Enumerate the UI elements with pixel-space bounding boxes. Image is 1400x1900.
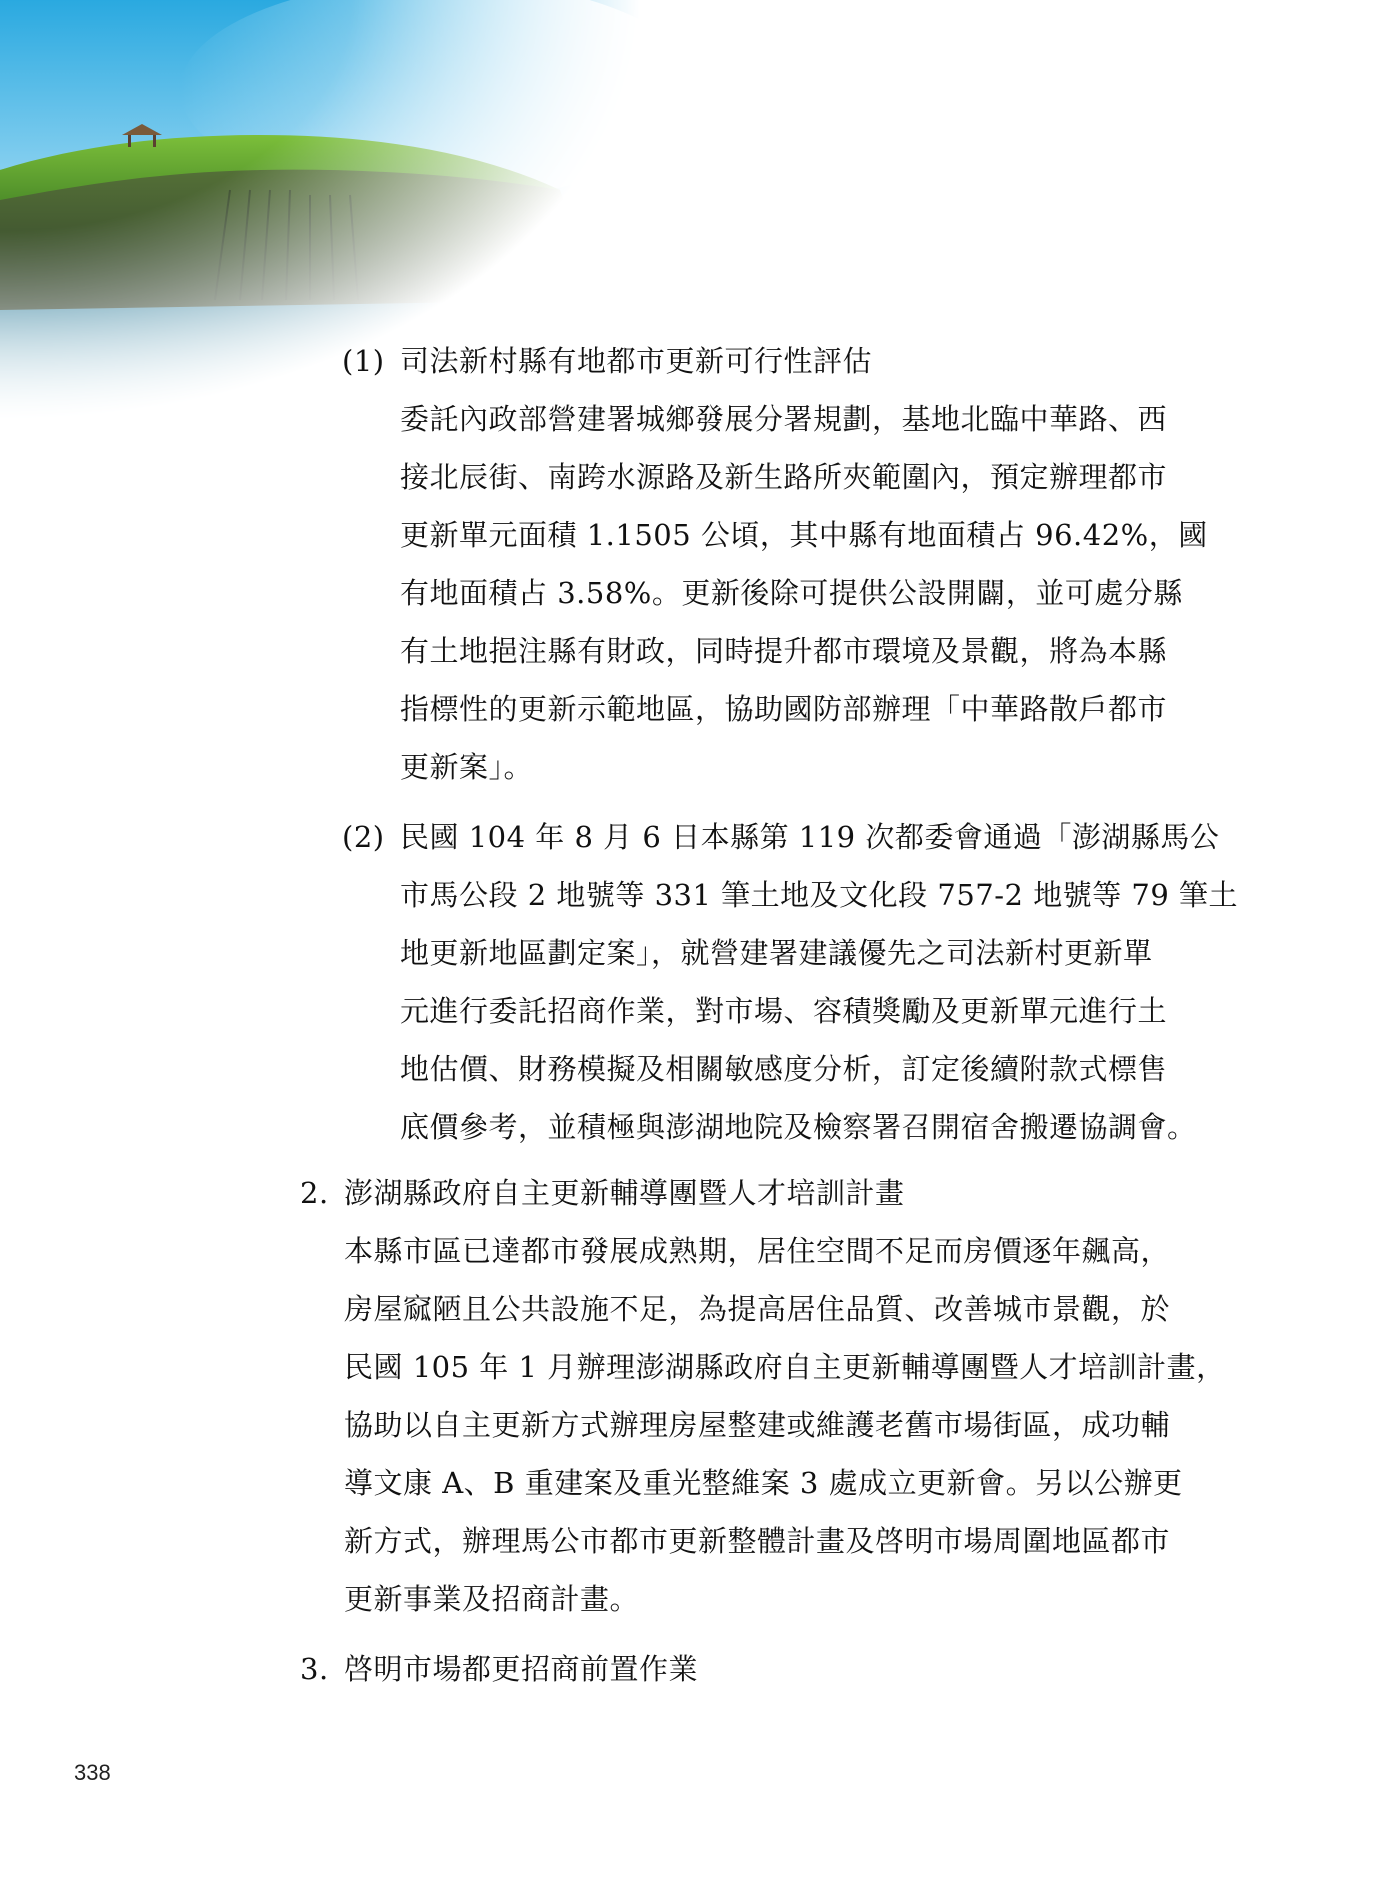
section-2-line: 房屋窳陋且公共設施不足，為提高居住品質、改善城市景觀，於 xyxy=(344,1292,1171,1326)
item-1-line: 接北辰街、南跨水源路及新生路所夾範圍內，預定辦理都市 xyxy=(400,460,1168,494)
section-2-line: 協助以自主更新方式辦理房屋整建或維護老舊市場街區，成功輔 xyxy=(344,1408,1171,1442)
item-2 xyxy=(342,808,1238,1156)
item-1-marker: (1) xyxy=(342,344,385,378)
item-2-heading xyxy=(342,808,1238,866)
item-2-line: 市馬公段 2 地號等 331 筆土地及文化段 757-2 地號等 79 筆土 xyxy=(400,878,1239,912)
item-1-line: 委託內政部營建署城鄉發展分署規劃，基地北臨中華路、西 xyxy=(400,402,1168,436)
section-2 xyxy=(300,1164,1226,1628)
item-1-line: 更新案」。 xyxy=(400,750,534,784)
item-2-marker: (2) xyxy=(342,820,385,854)
page-number: 338 xyxy=(74,1760,111,1785)
item-1-title: 司法新村縣有地都市更新可行性評估 xyxy=(400,344,873,378)
item-1-body xyxy=(342,390,1208,796)
item-2-line: 地估價、財務模擬及相關敏感度分析，訂定後續附款式標售 xyxy=(400,1052,1168,1086)
section-2-heading xyxy=(300,1164,1226,1222)
item-2-body xyxy=(342,866,1238,1156)
item-2-line: 地更新地區劃定案」，就營建署建議優先之司法新村更新單 xyxy=(400,936,1153,970)
item-1-line: 有土地挹注縣有財政，同時提升都市環境及景觀，將為本縣 xyxy=(400,634,1168,668)
section-2-line: 導文康 A、B 重建案及重光整維案 3 處成立更新會。另以公辦更 xyxy=(344,1466,1183,1500)
section-2-title: 澎湖縣政府自主更新輔導團暨人才培訓計畫 xyxy=(344,1176,905,1210)
section-3-title: 啓明市場都更招商前置作業 xyxy=(344,1652,699,1686)
item-2-line: 底價參考，並積極與澎湖地院及檢察署召開宿舍搬遷協調會。 xyxy=(400,1110,1197,1144)
section-3-heading xyxy=(300,1640,698,1698)
item-2-line: 元進行委託招商作業，對市場、容積獎勵及更新單元進行土 xyxy=(400,994,1168,1028)
section-2-line: 本縣市區已達都市發展成熟期，居住空間不足而房價逐年飆高， xyxy=(344,1234,1171,1268)
section-2-line: 新方式，辦理馬公市都市更新整體計畫及啓明市場周圍地區都市 xyxy=(344,1524,1171,1558)
item-1-line: 有地面積占 3.58%。更新後除可提供公設開闢，並可處分縣 xyxy=(400,576,1183,610)
section-3 xyxy=(300,1640,698,1698)
item-1-line: 指標性的更新示範地區，協助國防部辦理「中華路散戶都市 xyxy=(400,692,1168,726)
item-2-title: 民國 104 年 8 月 6 日本縣第 119 次都委會通過「澎湖縣馬公 xyxy=(400,820,1220,854)
section-3-marker: 3. xyxy=(300,1652,329,1686)
section-2-marker: 2. xyxy=(300,1176,329,1210)
item-1-line: 更新單元面積 1.1505 公頃，其中縣有地面積占 96.42%，國 xyxy=(400,518,1208,552)
item-1 xyxy=(342,332,1208,796)
section-2-line: 更新事業及招商計畫。 xyxy=(344,1582,640,1616)
item-1-heading xyxy=(342,332,1208,390)
section-2-body xyxy=(300,1222,1226,1628)
section-2-line: 民國 105 年 1 月辦理澎湖縣政府自主更新輔導團暨人才培訓計畫， xyxy=(344,1350,1226,1384)
